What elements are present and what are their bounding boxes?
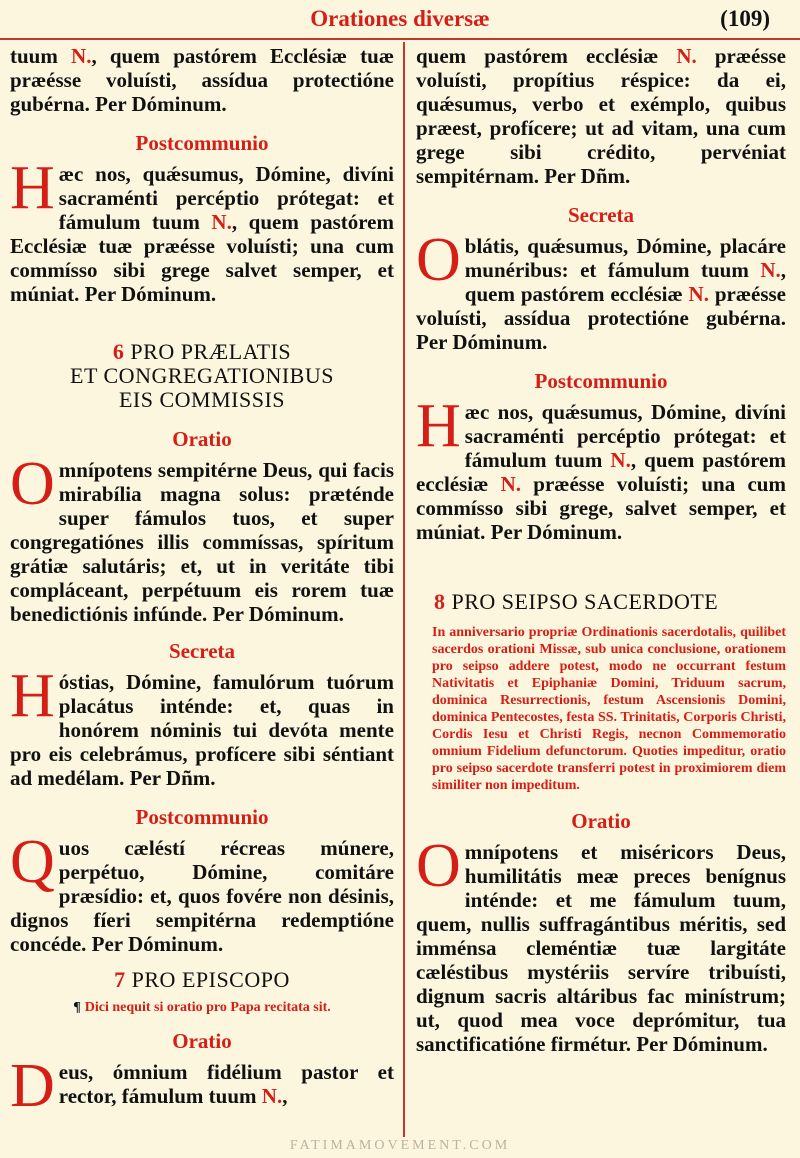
continued-prayer: quem pastórem ecclésiæ N. præésse voluísti, propítius réspice: da ei, quǽsumus, verbo et exémplo, quibus præest, profícere; ut ad vitam, una cum grege sibi crédito, pervéniat sempitérnam. Per Dñm. [416, 44, 787, 188]
secreta-prayer: Hóstias, Dómine, famulórum tuórum placátus inténde: et, quas in honórem nóminis tui devóta mente pro eis celebrámus, profícere sibi séntiant ad medélam. Per Dñm. [10, 662, 394, 790]
secreta-heading: Secreta [567, 203, 635, 227]
postcommunio-prayer: Hæc nos, quǽsumus, Dómine, divíni sacraménti percéptio prótegat: et fámulum tuum N., quem pastórem ecclésiæ N. præésse voluísti; una cum commísso sibi grege, salvet semper, et múniat. Per Dóminum. [416, 392, 786, 544]
drop-cap: O [416, 226, 461, 294]
postcommunio-heading: Postcommunio [534, 369, 668, 393]
postcommunio-prayer: Hæc nos, quǽsumus, Dómine, divíni sacraménti percéptio prótegat: et fámulum tuum N., quem pastórem Ecclésiæ tuæ præésse voluísti; una cum commísso sibi grege salvet semper, et múniat. Per Dóminum. [10, 154, 394, 306]
name-placeholder: N. [760, 258, 781, 282]
secreta-prayer: Oblátis, quǽsumus, Dómine, placáre munéribus: et fámulum tuum N., quem pastórem ecclésiæ N. præésse voluísti, assídua protectióne gubérna. Per Dóminum. [416, 226, 786, 354]
postcommunio-prayer: Quos cæléstí récreas múnere, perpétuo, Dómine, comitáre præsídio: et, quos fovére non désinis, dignos fíeri sempitérna redemptióne concéde. Per Dóminum. [10, 828, 394, 956]
name-placeholder: N. [610, 448, 631, 472]
postcommunio-heading: Postcommunio [135, 805, 269, 829]
left-column [10, 44, 394, 1120]
section-7-title: 7 PRO EPISCOPO [114, 967, 290, 992]
pilcrow-icon: ¶ [73, 1000, 81, 1015]
rubric: In anniversario propriæ Ordinationis sacerdotalis, quilibet sacerdos orationi Missæ, sub unica conclusione, orationem pro seipso addere potest, modo ne occurrant festum Nativitatis et Epiphaniæ Domini, Triduum sacrum, dominica Resurrectionis, festum Ascensionis Domini, dominica Pentecostes, festa SS. Trinitatis, Corporis Christi, Cordis Iesu et Christi Regis, necnon Commemoratio omnium Fidelium defunctorum. Quoties impeditur, oratio pro seipso sacerdote transferri potest in proximiorem diem similiter non impeditum. [432, 625, 786, 793]
oratio-heading: Oratio [571, 809, 631, 833]
name-placeholder: N. [261, 1084, 283, 1108]
drop-cap: O [10, 450, 55, 518]
page-number: (109) [720, 6, 770, 31]
section-number: 6 [112, 339, 125, 364]
section-8-title: 8 PRO SEIPSO SACERDOTE [434, 589, 719, 614]
postcommunio-heading: Postcommunio [135, 131, 269, 155]
drop-cap: H [10, 154, 55, 222]
section-number: 7 [114, 967, 126, 992]
drop-cap: H [416, 392, 461, 460]
running-title: Orationes diversæ [310, 6, 490, 31]
page-header [0, 0, 800, 40]
watermark: FATIMAMOVEMENT.COM [289, 1138, 511, 1153]
oratio-prayer: Omnípotens sempitérne Deus, qui facis mirabília magna solus: præténde super fámulos tuos, et super congregatiónes illis commíssas, spíritum grátiæ salutáris; et, ut in veritáte tibi compláceant, perpétuum eis rorem tuæ benedictiónis infúnde. Per Dóminum. [10, 450, 394, 626]
name-placeholder: N. [500, 472, 521, 496]
oratio-heading: Oratio [172, 427, 232, 451]
name-placeholder: N. [688, 282, 709, 306]
right-column [416, 44, 786, 1056]
oratio-prayer: Deus, ómnium fidélium pastor et rector, fámulum tuum N., [10, 1052, 394, 1120]
drop-cap: Q [10, 828, 55, 896]
drop-cap: D [10, 1052, 55, 1120]
rubric: ¶ Dici nequit si oratio pro Papa recitata sit. [73, 1000, 331, 1015]
section-number: 8 [434, 589, 446, 614]
section-6-title: 6 PRO PRÆLATIS ET CONGREGATIONIBUS EIS COMMISSIS [70, 339, 334, 412]
name-placeholder: N. [676, 44, 697, 68]
drop-cap: O [416, 832, 461, 900]
column-divider [403, 42, 405, 1137]
oratio-heading: Oratio [172, 1029, 232, 1053]
name-placeholder: N. [71, 44, 92, 68]
drop-cap: H [10, 662, 55, 730]
oratio-prayer: Omnípotens et miséricors Deus, humilitátis meæ preces benígnus inténde: et me fámulum tuum, quem, nullis suffragántibus méritis, sed imménsa cleméntiæ tuæ largitáte cæléstibus mystériis servíre tribuísti, dignum sacris altáribus fac minístrum; ut, quod mea voce deprómitur, tua sanctificatióne firmétur. Per Dóminum. [416, 832, 786, 1056]
secreta-heading: Secreta [168, 639, 236, 663]
name-placeholder: N. [211, 210, 232, 234]
continued-prayer: tuum N., quem pastórem Ecclésiæ tuæ præésse voluísti, assídua protectióne gubérna. Per Dóminum. [10, 44, 394, 116]
